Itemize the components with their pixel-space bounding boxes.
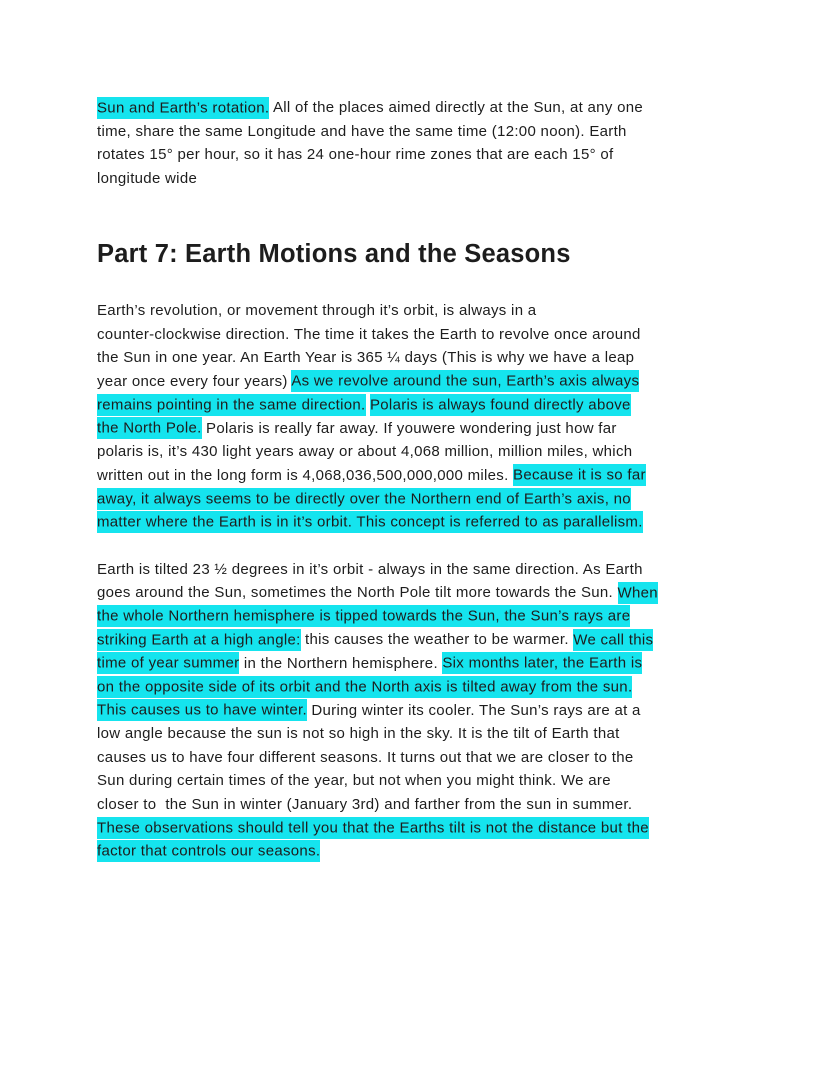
highlighted-text: When <box>618 582 658 604</box>
text-line <box>97 722 729 746</box>
body-text: this causes the weather to be warmer. <box>300 631 574 648</box>
body-text: in the Northern hemisphere. <box>239 654 443 672</box>
text-line <box>97 511 729 535</box>
highlighted-text: away, it always seems to be directly over the Northern end of Earth’s axis, no <box>97 488 631 510</box>
paragraph <box>97 299 729 534</box>
text-line <box>97 699 729 723</box>
body-text: Polaris is really far away. If youwere wondering just how far <box>201 419 617 437</box>
highlighted-text: Sun and Earth’s rotation. <box>97 97 269 119</box>
highlighted-text: striking Earth at a high angle: <box>97 629 301 651</box>
text-line <box>97 816 729 840</box>
highlighted-text: factor that controls our seasons. <box>97 840 320 862</box>
text-line <box>97 628 729 652</box>
highlighted-text: remains pointing in the same direction. <box>97 394 366 416</box>
text-line <box>97 299 729 323</box>
highlighted-text: on the opposite side of its orbit and the North axis is tilted away from the sun. <box>97 676 632 698</box>
body-text: rotates 15° per hour, so it has 24 one-hour rime zones that are each 15° of <box>97 146 614 163</box>
body-text: All of the places aimed directly at the Sun, at any one <box>269 99 644 116</box>
body-text: the Sun in one year. An Earth Year is 365 ¼ days (This is why we have a leap <box>97 349 635 366</box>
highlighted-text: Six months later, the Earth is <box>442 652 642 674</box>
text-line <box>97 370 729 394</box>
body-text: time, share the same Longitude and have the same time (12:00 noon). Earth <box>97 122 627 140</box>
text-line <box>97 652 729 676</box>
body-text: Sun during certain times of the year, but not when you might think. We are <box>97 772 611 789</box>
body-text: longitude wide <box>97 169 198 187</box>
paragraph <box>97 558 729 864</box>
body-text: year once every four years) <box>97 372 292 390</box>
text-line <box>97 581 729 605</box>
text-line <box>97 417 729 441</box>
body-text: closer to the Sun in winter (January 3rd) and farther from the sun in summer. <box>97 795 633 813</box>
body-text: During winter its cooler. The Sun’s rays are at a <box>306 701 641 719</box>
highlighted-text: the whole Northern hemisphere is tipped towards the Sun, the Sun’s rays are <box>97 605 630 627</box>
text-line <box>97 558 729 582</box>
text-line <box>97 746 729 770</box>
text-line <box>97 440 729 464</box>
highlighted-text: We call this <box>573 629 653 651</box>
highlighted-text: Because it is so far <box>513 464 646 486</box>
body-text: goes around the Sun, sometimes the North Pole tilt more towards the Sun. <box>97 584 618 601</box>
highlighted-text: As we revolve around the sun, Earth’s axis always <box>291 370 639 392</box>
body-text: Earth’s revolution, or movement through it’s orbit, is always in a <box>97 302 537 319</box>
body-text: counter-clockwise direction. The time it takes the Earth to revolve once around <box>97 325 641 343</box>
body-text: polaris is, it’s 430 light years away or about 4,068 million, million miles, which <box>97 443 633 460</box>
text-line <box>97 323 729 347</box>
document-content <box>97 96 729 863</box>
text-line <box>97 96 729 120</box>
text-line <box>97 675 729 699</box>
body-text: causes us to have four different seasons. It turns out that we are closer to the <box>97 748 634 766</box>
text-line <box>97 346 729 370</box>
text-line <box>97 167 729 191</box>
text-line <box>97 487 729 511</box>
text-line <box>97 393 729 417</box>
section-heading: Part 7: Earth Motions and the Seasons <box>97 240 571 268</box>
highlighted-text: the North Pole. <box>97 417 202 439</box>
text-line <box>97 769 729 793</box>
body-text: Earth is tilted 23 ½ degrees in it’s orbit - always in the same direction. As Earth <box>97 560 643 578</box>
highlighted-text: Polaris is always found directly above <box>370 394 631 416</box>
highlighted-text: matter where the Earth is in it’s orbit. This concept is referred to as parallelism. <box>97 511 643 533</box>
text-line <box>97 605 729 629</box>
text-line <box>97 840 729 864</box>
highlighted-text: These observations should tell you that the Earths tilt is not the distance but the <box>97 817 649 839</box>
body-text: written out in the long form is 4,068,036,500,000,000 miles. <box>97 466 514 484</box>
body-text: low angle because the sun is not so high in the sky. It is the tilt of Earth that <box>97 725 620 742</box>
text-line <box>97 143 729 167</box>
highlighted-text: This causes us to have winter. <box>97 699 307 721</box>
paragraph <box>97 96 729 190</box>
text-line <box>97 464 729 488</box>
text-line <box>97 120 729 144</box>
highlighted-text: time of year summer <box>97 652 239 674</box>
text-line <box>97 793 729 817</box>
